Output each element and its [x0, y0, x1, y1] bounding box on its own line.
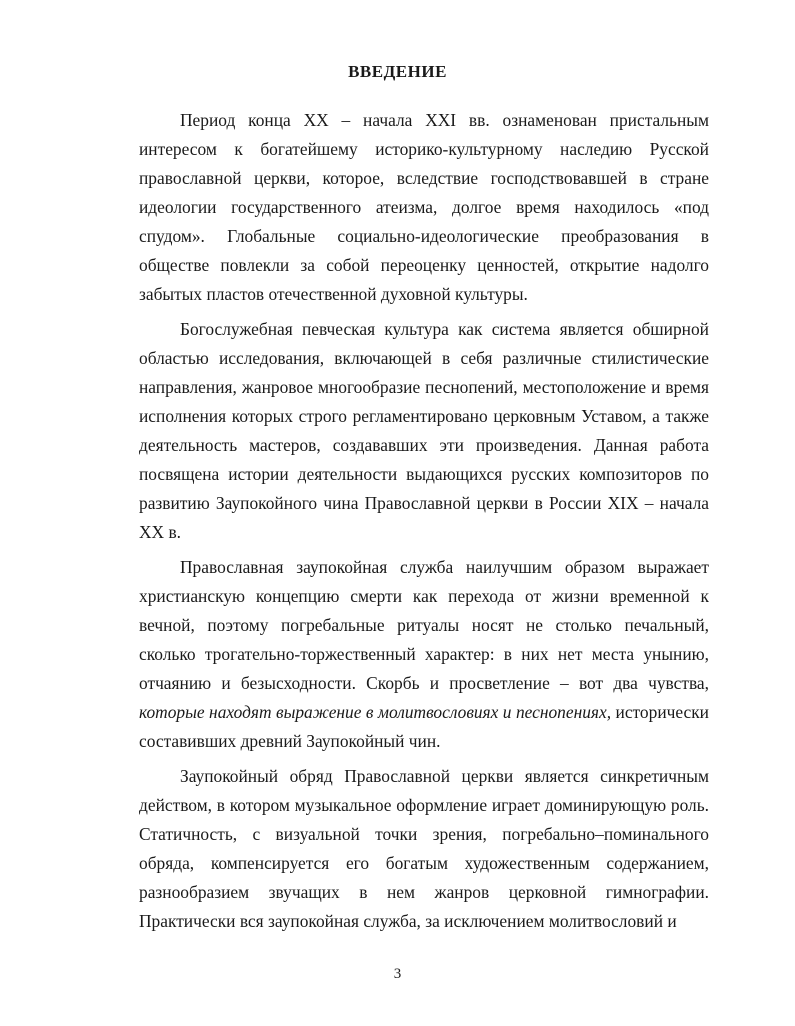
paragraph-1: Период конца XX – начала XXI вв. ознаменован пристальным интересом к богатейшему историко-культурному наследию Русской православной церкви, которое, вследствие господствовавшей в стране идеологии государственного атеизма, долгое время находилось «под спудом». Глобальные социально-идеологические преобразования в обществе повлекли за собой переоценку ценностей, открытие надолго забытых пластов отечественной духовной культуры. [139, 110, 709, 304]
paragraph-3-italic-text: которые находят выражение в молитвословиях и песнопениях, [139, 702, 612, 722]
paragraph-4: Заупокойный обряд Православной церкви является синкретичным действом, в котором музыкальное оформление играет доминирующую роль. Статичность, с визуальной точки зрения, погребально–поминального обряда, компенсируется его богатым художественным содержанием, разнообразием звучащих в нем жанров церковной гимнографии. Практически вся заупокойная служба, за исключением молитвословий и [139, 766, 709, 931]
paragraph-3-text-start: Православная заупокойная служба наилучшим образом выражает христианскую концепцию смерти как перехода от жизни временной к вечной, поэтому погребальные ритуалы носят не столько печальный, сколько трогательно-торжественный характер: в них нет места унынию, отчаянию и безысходности. Скорбь и просветление – вот два чувства, [139, 557, 709, 693]
page-number: 3 [393, 966, 402, 982]
section-heading: ВВЕДЕНИЕ [348, 62, 447, 81]
paragraph-2: Богослужебная певческая культура как система является обширной областью исследования, включающей в себя различные стилистические направления, жанровое многообразие песнопений, местоположение и время исполнения которых строго регламентировано церковным Уставом, а также деятельность мастеров, создававших эти произведения. Данная работа посвящена истории деятельности выдающихся русских композиторов по развитию Заупокойного чина Православной церкви в России XIX – начала XX в. [139, 319, 709, 542]
paragraph-3-text-end: исторически составивших древний Заупокойный чин. [139, 702, 709, 751]
body-text [139, 106, 709, 936]
paragraph-3 [139, 553, 709, 756]
